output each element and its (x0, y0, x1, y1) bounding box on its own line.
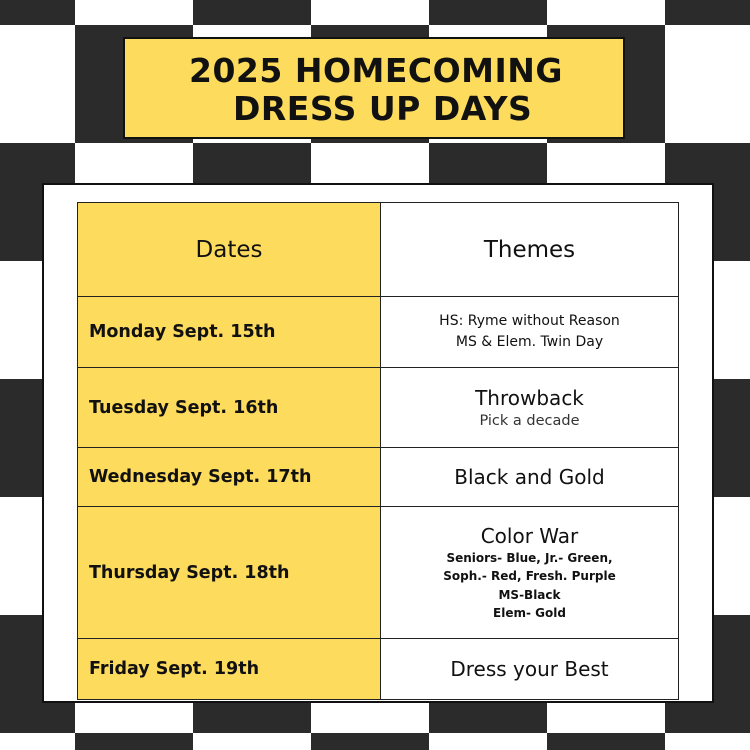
checker-square (547, 0, 665, 25)
theme-detail: Seniors- Blue, Jr.- Green, (446, 550, 613, 565)
table-row (78, 368, 679, 448)
checker-square (193, 0, 311, 25)
title-banner (123, 37, 625, 139)
checker-square (429, 0, 547, 25)
checker-square (429, 733, 547, 750)
theme-cell (381, 639, 679, 700)
table-row (78, 507, 679, 639)
checker-square (311, 733, 429, 750)
theme-title: Black and Gold (454, 465, 605, 489)
table-header-row (78, 203, 679, 297)
theme-title: Color War (480, 523, 579, 548)
theme-detail: MS-Black (498, 587, 561, 602)
checker-square (0, 733, 75, 750)
date-cell: Wednesday Sept. 17th (78, 448, 381, 507)
title-line-1: 2025 HOMECOMING (189, 51, 563, 90)
date-cell: Monday Sept. 15th (78, 297, 381, 368)
checker-square (547, 733, 665, 750)
checker-square (665, 733, 750, 750)
checker-square (665, 0, 750, 25)
dates-header: Dates (78, 203, 381, 297)
theme-title: Dress your Best (450, 657, 609, 681)
table-row (78, 297, 679, 368)
theme-detail: Elem- Gold (493, 606, 566, 620)
theme-cell (381, 368, 679, 448)
date-cell: Thursday Sept. 18th (78, 507, 381, 639)
theme-cell (381, 448, 679, 507)
checker-square (75, 0, 193, 25)
checker-square (193, 733, 311, 750)
checker-square (75, 733, 193, 750)
table-row (78, 639, 679, 700)
theme-title: Throwback (475, 385, 584, 410)
theme-note: Pick a decade (479, 412, 580, 429)
checker-square (665, 25, 750, 143)
theme-line: MS & Elem. Twin Day (455, 334, 604, 350)
theme-cell (381, 297, 679, 368)
checker-square (0, 25, 75, 143)
theme-cell (381, 507, 679, 639)
theme-detail: Soph.- Red, Fresh. Purple (443, 569, 616, 583)
themes-header: Themes (381, 203, 679, 297)
title-line-2: DRESS UP DAYS (233, 89, 533, 128)
table-row (78, 448, 679, 507)
schedule-table (77, 202, 679, 700)
date-cell: Tuesday Sept. 16th (78, 368, 381, 448)
theme-line: HS: Ryme without Reason (439, 313, 620, 329)
date-cell: Friday Sept. 19th (78, 639, 381, 700)
checker-square (311, 0, 429, 25)
checker-square (0, 0, 75, 25)
